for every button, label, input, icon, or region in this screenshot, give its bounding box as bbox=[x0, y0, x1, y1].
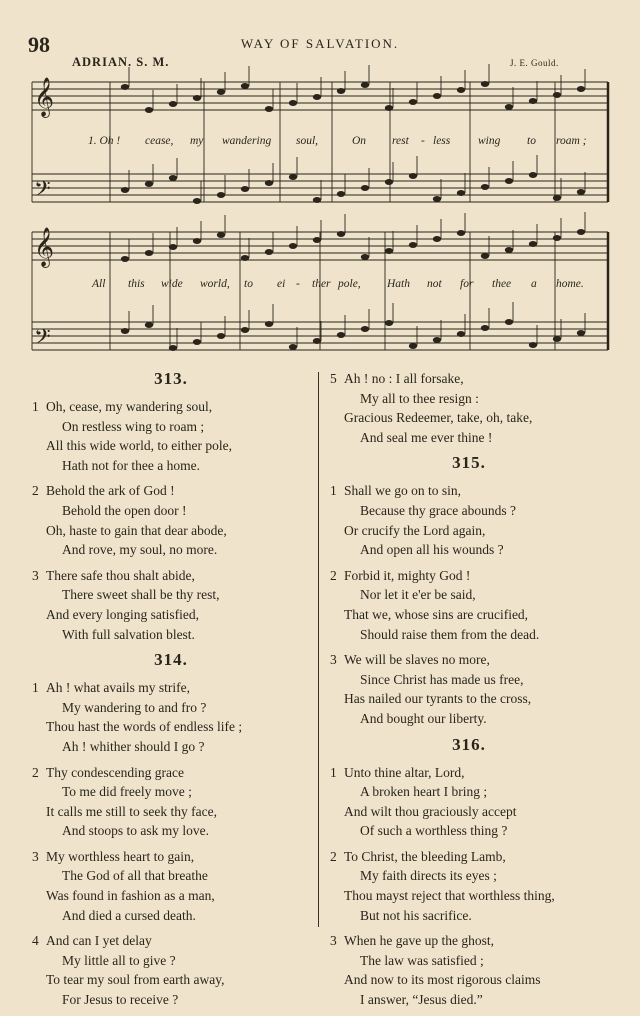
verse-line: 2 Thy condescending grace bbox=[26, 763, 316, 783]
verse-line: 2 Behold the ark of God ! bbox=[26, 481, 316, 501]
note-head bbox=[457, 87, 465, 93]
verse-line: 1 Ah ! what avails my strife, bbox=[26, 678, 316, 698]
note-head bbox=[361, 185, 369, 191]
note-head bbox=[265, 106, 273, 112]
hymn-number: 314. bbox=[154, 650, 188, 670]
verse-line: Since Christ has made us free, bbox=[360, 671, 524, 687]
stanza bbox=[324, 763, 614, 841]
verse-line: Should raise them from the dead. bbox=[360, 626, 540, 642]
lyric-syllable: - bbox=[296, 278, 300, 290]
verse-line: And every longing satisfied, bbox=[46, 606, 199, 622]
note-head bbox=[241, 186, 249, 192]
lyric-syllable: ei bbox=[277, 278, 286, 290]
stanza bbox=[324, 931, 614, 1009]
stanza-number: 1 bbox=[32, 399, 39, 414]
lyric-syllable: rest bbox=[392, 135, 409, 147]
note-head bbox=[433, 196, 441, 202]
note-head bbox=[385, 105, 393, 111]
note-head bbox=[361, 82, 369, 88]
right-column bbox=[324, 369, 614, 1016]
lyric-syllable: All bbox=[92, 278, 106, 290]
note-head bbox=[289, 344, 297, 350]
stanza bbox=[26, 763, 316, 841]
note-head bbox=[217, 89, 225, 95]
column-divider bbox=[318, 372, 319, 927]
verse-line: Because thy grace abounds ? bbox=[360, 502, 516, 518]
note-head bbox=[289, 243, 297, 249]
hymn-number: 315. bbox=[452, 453, 486, 473]
note-head bbox=[217, 232, 225, 238]
verse-line: 3 When he gave up the ghost, bbox=[324, 931, 614, 951]
note-head bbox=[145, 250, 153, 256]
stanza-number: 2 bbox=[330, 567, 337, 583]
verse-line: And bought our liberty. bbox=[360, 710, 487, 726]
note-head bbox=[265, 249, 273, 255]
note-head bbox=[409, 343, 417, 349]
note-head bbox=[169, 101, 177, 107]
lyric-syllable: to bbox=[527, 135, 536, 147]
note-head bbox=[553, 195, 561, 201]
lyric-syllable: wide bbox=[161, 278, 183, 290]
verse-line: 3 My worthless heart to gain, bbox=[26, 847, 316, 867]
note-head bbox=[481, 325, 489, 331]
note-head bbox=[217, 192, 225, 198]
stanza-number: 2 bbox=[32, 483, 39, 499]
note-head bbox=[193, 339, 201, 345]
verse-line: 1 Oh, cease, my wandering soul, bbox=[26, 397, 316, 417]
bass-clef: 𝄢 bbox=[34, 325, 51, 355]
verse-line: That we, whose sins are crucified, bbox=[344, 606, 529, 622]
verse-line: And open all his wounds ? bbox=[360, 542, 504, 558]
page-number: 98 bbox=[28, 32, 50, 57]
stanza bbox=[26, 481, 316, 559]
verse-line: Of such a worthless thing ? bbox=[360, 823, 508, 839]
note-head bbox=[433, 236, 441, 242]
stanza-number: 2 bbox=[330, 848, 337, 864]
note-head bbox=[121, 84, 129, 90]
note-head bbox=[337, 191, 345, 197]
hymn-number: 316. bbox=[452, 734, 486, 754]
lyric-syllable: less bbox=[433, 135, 451, 147]
lyric-syllable: wandering bbox=[222, 135, 272, 147]
verse-line: The God of all that breathe bbox=[62, 868, 208, 884]
lyric-syllable: thee bbox=[492, 278, 512, 290]
lyric-syllable: soul, bbox=[296, 135, 319, 147]
stanza bbox=[324, 481, 614, 559]
note-head bbox=[505, 178, 513, 184]
note-head bbox=[409, 99, 417, 105]
verse-line: Has nailed our tyrants to the cross, bbox=[344, 691, 532, 707]
lyric-syllable: pole, bbox=[338, 278, 361, 290]
music-score bbox=[0, 0, 640, 370]
verse-line: All this wide world, to either pole, bbox=[46, 438, 232, 454]
lyric-syllable: wing bbox=[478, 135, 501, 147]
stanza-number: 1 bbox=[32, 680, 39, 696]
verse-line: And wilt thou graciously accept bbox=[344, 803, 517, 819]
stanza bbox=[324, 650, 614, 728]
note-head bbox=[457, 331, 465, 337]
note-head bbox=[193, 198, 201, 204]
verse-line: Oh, haste to gain that dear abode, bbox=[46, 522, 227, 538]
verse-line: It calls me still to seek thy face, bbox=[46, 803, 217, 819]
verse-line: Behold the open door ! bbox=[62, 502, 187, 518]
note-head bbox=[193, 95, 201, 101]
lyric-syllable: ther bbox=[312, 278, 331, 290]
note-head bbox=[337, 332, 345, 338]
stanza bbox=[324, 369, 614, 447]
note-head bbox=[217, 333, 225, 339]
stanza-number: 2 bbox=[32, 764, 39, 780]
note-head bbox=[169, 175, 177, 181]
note-head bbox=[529, 98, 537, 104]
note-head bbox=[577, 189, 585, 195]
lyric-syllable: a bbox=[531, 278, 537, 290]
note-head bbox=[529, 172, 537, 178]
verse-line: 3 There safe thou shalt abide, bbox=[26, 566, 316, 586]
note-head bbox=[289, 174, 297, 180]
note-head bbox=[313, 237, 321, 243]
verse-line: The law was satisfied ; bbox=[360, 952, 484, 968]
verse-line: But not his sacrifice. bbox=[360, 907, 472, 923]
note-head bbox=[361, 254, 369, 260]
verse-line: 1 Unto thine altar, Lord, bbox=[324, 763, 614, 783]
note-head bbox=[577, 229, 585, 235]
bass-clef: 𝄢 bbox=[34, 177, 51, 207]
treble-clef: 𝄞 bbox=[34, 77, 55, 117]
note-head bbox=[121, 187, 129, 193]
stanza-number: 4 bbox=[32, 933, 39, 949]
verse-line: My wandering to and fro ? bbox=[62, 699, 207, 715]
note-head bbox=[553, 336, 561, 342]
note-heads bbox=[121, 64, 585, 351]
note-head bbox=[337, 88, 345, 94]
verse-line: I answer, “Jesus died.” bbox=[360, 992, 483, 1008]
verse-line: 2 To Christ, the bleeding Lamb, bbox=[324, 847, 614, 867]
verse-line: With full salvation blest. bbox=[62, 626, 195, 642]
note-head bbox=[385, 248, 393, 254]
verse-line: 5 Ah ! no : I all forsake, bbox=[324, 369, 614, 389]
verse-line: And died a cursed death. bbox=[62, 907, 196, 923]
verse-line: Thou mayst reject that worthless thing, bbox=[344, 888, 555, 904]
hymn-number: 313. bbox=[154, 369, 188, 388]
stanza bbox=[26, 566, 316, 644]
note-head bbox=[457, 190, 465, 196]
note-head bbox=[337, 231, 345, 237]
stanza bbox=[324, 566, 614, 644]
staff-lines bbox=[32, 82, 608, 350]
note-head bbox=[481, 253, 489, 259]
verse-line: For Jesus to receive ? bbox=[62, 992, 179, 1008]
verse-line: My little all to give ? bbox=[62, 952, 176, 968]
note-head bbox=[505, 247, 513, 253]
verse-line: Or crucify the Lord again, bbox=[344, 522, 486, 538]
verse-line: To tear my soul from earth away, bbox=[46, 972, 225, 988]
note-head bbox=[265, 180, 273, 186]
stanza-number: 5 bbox=[330, 371, 337, 386]
lyric-syllable: for bbox=[460, 278, 474, 290]
verse-line: A broken heart I bring ; bbox=[360, 784, 488, 800]
lyric-syllable: cease, bbox=[145, 135, 174, 147]
lyric-syllable: 1. Oh ! bbox=[88, 135, 121, 147]
note-head bbox=[481, 81, 489, 87]
running-title: WAY OF SALVATION. bbox=[240, 36, 400, 51]
note-head bbox=[505, 104, 513, 110]
verse-line: And seal me ever thine ! bbox=[360, 429, 493, 445]
verse-line: Gracious Redeemer, take, oh, take, bbox=[344, 410, 533, 426]
note-head bbox=[193, 238, 201, 244]
lyric-syllable: home. bbox=[556, 278, 584, 290]
verse-line: 3 We will be slaves no more, bbox=[324, 650, 614, 670]
note-head bbox=[121, 328, 129, 334]
note-head bbox=[505, 319, 513, 325]
stanza-number: 3 bbox=[32, 567, 39, 583]
lyric-syllable: this bbox=[128, 278, 145, 290]
note-head bbox=[481, 184, 489, 190]
note-head bbox=[313, 338, 321, 344]
lyric-syllable: my bbox=[190, 135, 204, 147]
verse-line: 2 Forbid it, mighty God ! bbox=[324, 566, 614, 586]
note-head bbox=[433, 337, 441, 343]
note-head bbox=[433, 93, 441, 99]
clef-signs bbox=[34, 77, 54, 355]
note-head bbox=[241, 255, 249, 261]
lyric-syllable: Hath bbox=[387, 278, 410, 290]
note-head bbox=[577, 86, 585, 92]
note-head bbox=[313, 94, 321, 100]
stanza bbox=[26, 847, 316, 925]
note-head bbox=[313, 197, 321, 203]
verse-line: And rove, my soul, no more. bbox=[62, 542, 218, 558]
note-head bbox=[241, 327, 249, 333]
verse-line: Ah ! whither should I go ? bbox=[62, 738, 205, 754]
stanza-number: 1 bbox=[330, 483, 337, 499]
note-head bbox=[289, 100, 297, 106]
note-head bbox=[169, 244, 177, 250]
lyric-syllable: not bbox=[427, 278, 442, 290]
lyric-syllable: roam ; bbox=[556, 135, 587, 147]
left-column bbox=[26, 369, 316, 1016]
stanza bbox=[324, 847, 614, 925]
note-head bbox=[145, 322, 153, 328]
note-head bbox=[145, 181, 153, 187]
verse-line: Thou hast the words of endless life ; bbox=[46, 719, 243, 735]
note-head bbox=[553, 235, 561, 241]
verse-line: Was found in fashion as a man, bbox=[46, 888, 215, 904]
verse-line: And now to its most rigorous claims bbox=[344, 972, 541, 988]
verse-line: 4 And can I yet delay bbox=[26, 931, 316, 951]
stanza-number: 3 bbox=[330, 933, 337, 949]
lyric-syllable: On bbox=[352, 135, 367, 147]
verse-line: Hath not for thee a home. bbox=[62, 457, 200, 473]
note-head bbox=[577, 330, 585, 336]
verse-line: 1 Shall we go on to sin, bbox=[324, 481, 614, 501]
note-head bbox=[409, 242, 417, 248]
tune-name: ADRIAN. S. M. bbox=[72, 55, 170, 69]
note-head bbox=[121, 256, 129, 262]
stanza bbox=[26, 931, 316, 1009]
note-head bbox=[385, 320, 393, 326]
stanza-number: 3 bbox=[32, 848, 39, 864]
stanza bbox=[26, 678, 316, 756]
note-head bbox=[457, 230, 465, 236]
verse-line: To me did freely move ; bbox=[62, 784, 192, 800]
note-head bbox=[553, 92, 561, 98]
verse-line: Nor let it e'er be said, bbox=[360, 587, 476, 603]
treble-clef: 𝄞 bbox=[34, 227, 55, 267]
verse-line: There sweet shall be thy rest, bbox=[62, 587, 220, 603]
stanza-number: 3 bbox=[330, 652, 337, 668]
note-head bbox=[409, 173, 417, 179]
note-head bbox=[529, 342, 537, 348]
note-head bbox=[385, 179, 393, 185]
note-head bbox=[265, 321, 273, 327]
lyric-syllable: - bbox=[421, 135, 425, 147]
note-head bbox=[169, 345, 177, 351]
composer-name: J. E. Gould. bbox=[510, 58, 559, 68]
stanza bbox=[26, 397, 316, 475]
stanza-number: 1 bbox=[330, 764, 337, 780]
verse-line: On restless wing to roam ; bbox=[62, 418, 205, 434]
lyric-syllable: to bbox=[244, 278, 253, 290]
verse-line: My faith directs its eyes ; bbox=[360, 868, 497, 884]
note-head bbox=[529, 241, 537, 247]
verse-line: My all to thee resign : bbox=[360, 390, 479, 406]
note-head bbox=[241, 83, 249, 89]
verse-line: And stoops to ask my love. bbox=[62, 823, 209, 839]
lyric-syllable: world, bbox=[200, 278, 230, 290]
note-head bbox=[361, 326, 369, 332]
note-head bbox=[145, 107, 153, 113]
